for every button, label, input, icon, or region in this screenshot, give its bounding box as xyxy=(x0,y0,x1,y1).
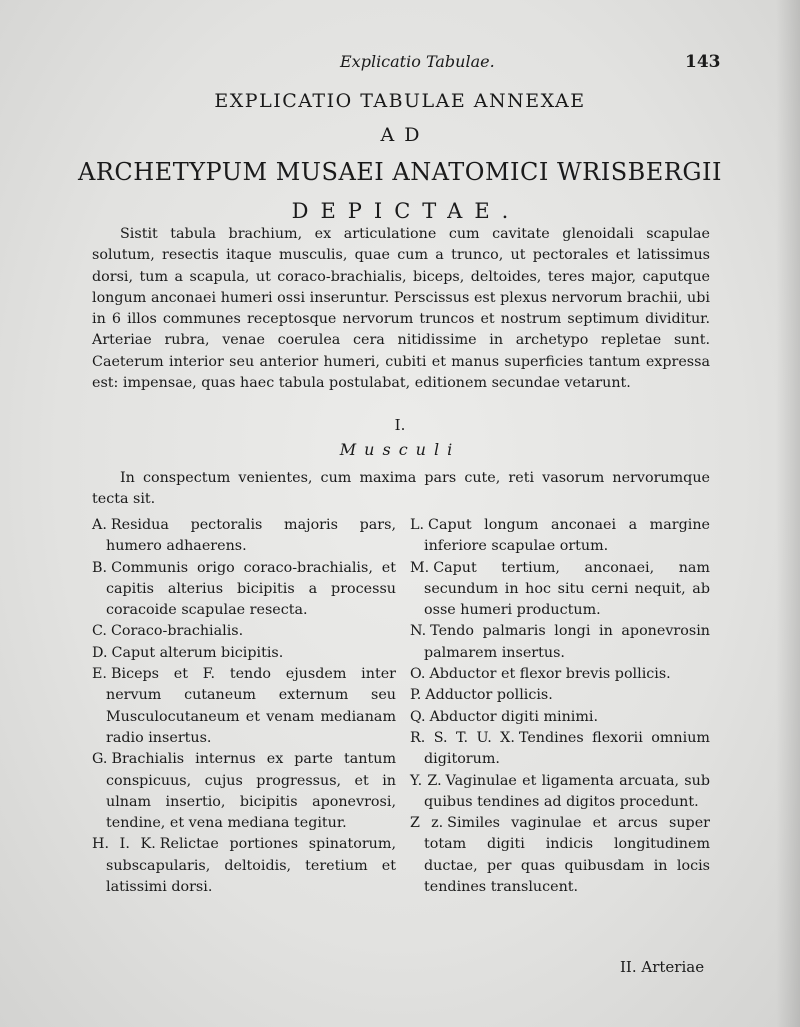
list-item: A. Residua pectoralis majoris pars, humero adhaerens. xyxy=(92,517,396,555)
list-item: C. Coraco-brachialis. xyxy=(92,623,244,640)
list-item: M. Caput tertium, anconaei, nam secundum in hoc situ cerni nequit, ab osse humeri productum. xyxy=(410,559,710,619)
title-block xyxy=(0,88,800,226)
list-item: G. Brachialis internus ex parte tantum conspicuus, cujus progressus, et in ulnam insertio, bicipitis aponevrosi, tendine, et vena mediana tegitur. xyxy=(92,751,396,832)
title-line-1: EXPLICATIO TABULAE ANNEXAE xyxy=(214,90,586,112)
catchword: II. Arteriae xyxy=(620,958,705,976)
list-item: Y. Z. Vaginulae et ligamenta arcuata, sub quibus tendines ad digitos procedunt. xyxy=(410,772,710,810)
list-item: L. Caput longum anconaei a margine inferiore scapulae ortum. xyxy=(410,517,710,555)
running-title: Explicatio Tabulae. xyxy=(340,52,495,71)
running-head xyxy=(0,52,800,76)
list-item: Q. Abductor digiti minimi. xyxy=(410,708,599,725)
section-lead: In conspectum venientes, cum maxima pars cute, reti vasorum nervorumque tecta sit. xyxy=(92,470,710,507)
title-line-4: DEPICTAE. xyxy=(291,199,521,223)
list-item: R. S. T. U. X. Tendines flexorii omnium digitorum. xyxy=(410,729,710,768)
list-item: N. Tendo palmaris longi in aponevrosin palmarem insertus. xyxy=(410,623,710,661)
page-number: 143 xyxy=(685,52,721,72)
title-line-3: ARCHETYPUM MUSAEI ANATOMICI WRISBERGII xyxy=(77,158,722,186)
list-item: E. Biceps et F. tendo ejusdem inter nervum cutaneum externum seu Musculocutaneum et venam medianam radio insertus. xyxy=(92,666,396,746)
title-line-2: AD xyxy=(380,124,430,146)
right-column xyxy=(410,515,710,898)
left-column xyxy=(92,515,396,898)
list-item: O. Abductor et flexor brevis pollicis. xyxy=(410,666,671,683)
intro-paragraph: Sistit tabula brachium, ex articulatione cum cavitate glenoidali scapulae solutum, resectis itaque musculis, quae cum a trunco, ut pectorales et latissimus dorsi, tum a scapula, ut coraco-brachialis, biceps, deltoides, teres major, caputque longum anconaei humeri ossi inseruntur. Perscissus est plexus nervorum brachii, ubi in 6 illos communes receptosque nervorum truncos et nostrum septimum dividitur. Arteriae rubra, venae coerulea cera nitidissime in archetypo repletae sunt. Caeterum interior seu anterior humeri, cubiti et manus superficies tantum expressa est: impensae, quas haec tabula postulabat, editionem secundae vetarunt. xyxy=(92,226,710,392)
list-item: D. Caput alterum bicipitis. xyxy=(92,644,284,661)
section-number: I. xyxy=(394,416,406,434)
list-item: P. Adductor pollicis. xyxy=(410,687,553,704)
page-edge-shadow xyxy=(776,0,800,1027)
section-title: Musculi xyxy=(339,440,461,459)
list-item: Z z. Similes vaginulae et arcus super totam digiti indicis longitudinem ductae, per quas quibusdam in locis tendines translucent. xyxy=(410,815,710,896)
list-item: B. Communis origo coraco-brachialis, et capitis alterius bicipitis a processu coracoide scapulae resecta. xyxy=(92,559,396,619)
list-item: H. I. K. Relictae portiones spinatorum, subscapularis, deltoidis, teretium et latissimi dorsi. xyxy=(92,836,396,896)
